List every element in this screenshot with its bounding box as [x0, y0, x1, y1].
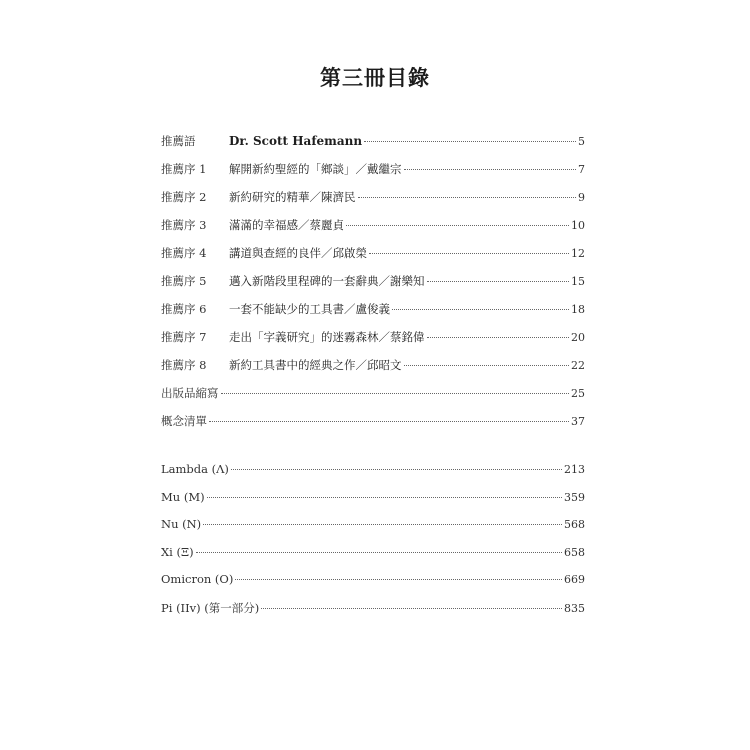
toc-entry-label: Mu (M): [161, 489, 205, 504]
toc-entry-page: 359: [564, 490, 585, 504]
toc-entry-text: Dr. Scott Hafemann: [229, 134, 363, 148]
dot-leader: [404, 365, 570, 366]
toc-entry-text: 邁入新階段里程碑的一套辭典／謝樂知: [229, 274, 425, 288]
toc-entry-abbreviations[interactable]: [161, 385, 585, 413]
toc-entry-label: Omicron (O): [161, 572, 234, 586]
toc-entry-text: 走出「字義研究」的迷霧森林／蔡銘偉: [229, 330, 425, 344]
toc-entry-text: 新約研究的精華／陳濟民: [229, 190, 356, 204]
toc-entry-label: 推薦序 3: [161, 218, 207, 232]
toc-entry-page: 12: [571, 247, 585, 260]
toc-entry-page: 5: [578, 135, 585, 148]
dot-leader: [404, 169, 577, 170]
toc-entry-preface-5[interactable]: [161, 273, 585, 301]
dot-leader: [346, 225, 569, 226]
toc-entry-preface-8[interactable]: [161, 357, 585, 385]
toc-entry-page: 22: [571, 359, 585, 372]
toc-entry-label: 推薦語: [161, 134, 196, 148]
toc-entry-page: 213: [564, 463, 585, 476]
toc-entry-page: 10: [571, 219, 585, 232]
toc-entry-mu[interactable]: [161, 490, 585, 518]
toc-entry-label: 推薦序 8: [161, 358, 207, 372]
front-matter-toc: [161, 133, 585, 441]
toc-entry-preface-3[interactable]: [161, 217, 585, 245]
toc-entry-page: 835: [564, 601, 585, 615]
toc-entry-omicron[interactable]: [161, 572, 585, 600]
toc-entry-label: 推薦序 4: [161, 246, 207, 260]
dot-leader: [231, 469, 562, 470]
letters-toc: [161, 462, 585, 627]
toc-entry-page: 9: [578, 191, 585, 204]
toc-entry-preface-1[interactable]: [161, 161, 585, 189]
toc-entry-label: 推薦序 7: [161, 330, 207, 344]
toc-entry-nu[interactable]: [161, 517, 585, 545]
toc-entry-label: Nu (N): [161, 517, 202, 531]
toc-entry-text: 新約工具書中的經典之作／邱昭文: [229, 358, 402, 372]
toc-entry-label: 推薦序 6: [161, 302, 207, 316]
toc-entry-page: 568: [564, 518, 585, 531]
toc-entry-text: 解開新約聖經的「鄉談」／戴繼宗: [229, 162, 402, 176]
toc-entry-preface-7[interactable]: [161, 329, 585, 357]
toc-entry-label: 推薦序 5: [161, 274, 207, 288]
toc-entry-page: 669: [564, 573, 585, 586]
toc-entry-page: 20: [571, 331, 585, 344]
toc-entry-lambda[interactable]: [161, 462, 585, 490]
toc-entry-page: 658: [564, 545, 585, 559]
toc-entry-concept-list[interactable]: [161, 413, 585, 441]
toc-entry-page: 18: [571, 303, 585, 316]
toc-entry-text: 一套不能缺少的工具書／盧俊義: [229, 302, 390, 316]
toc-entry-xi[interactable]: [161, 545, 585, 573]
toc-entry-label: 推薦序 1: [161, 162, 207, 176]
dot-leader: [203, 524, 562, 525]
toc-entry-text: 滿滿的幸福感／蔡麗貞: [229, 218, 344, 232]
dot-leader: [209, 421, 569, 422]
toc-entry-label: Lambda (Λ): [161, 462, 229, 476]
toc-entry-label: 推薦序 2: [161, 190, 207, 204]
toc-entry-page: 15: [571, 275, 585, 288]
toc-entry-page: 37: [571, 415, 585, 428]
dot-leader: [427, 337, 570, 338]
toc-entry-label: Pi (IIv) (第一部分): [161, 600, 260, 615]
toc-entry-label: 出版品縮寫: [161, 386, 219, 400]
toc-entry-pi[interactable]: [161, 600, 585, 628]
dot-leader: [221, 393, 570, 394]
toc-entry-page: 7: [578, 163, 585, 176]
toc-entry-preface-2[interactable]: [161, 189, 585, 217]
toc-entry-preface-6[interactable]: [161, 301, 585, 329]
toc-entry-page: 25: [571, 387, 585, 400]
dot-leader: [235, 579, 562, 580]
toc-entry-text: 講道與查經的良伴／邱啟榮: [229, 246, 367, 260]
dot-leader: [369, 253, 569, 254]
toc-entry-endorsement[interactable]: [161, 133, 585, 161]
dot-leader: [392, 309, 569, 310]
toc-entry-label: 概念清單: [161, 414, 207, 428]
dot-leader: [207, 497, 562, 498]
dot-leader: [196, 552, 562, 553]
dot-leader: [364, 141, 576, 142]
dot-leader: [261, 608, 562, 609]
toc-entry-preface-4[interactable]: [161, 245, 585, 273]
page-title: 第三冊目錄: [320, 65, 430, 90]
toc-entry-label: Xi (Ξ): [161, 544, 194, 559]
dot-leader: [358, 197, 577, 198]
dot-leader: [427, 281, 570, 282]
